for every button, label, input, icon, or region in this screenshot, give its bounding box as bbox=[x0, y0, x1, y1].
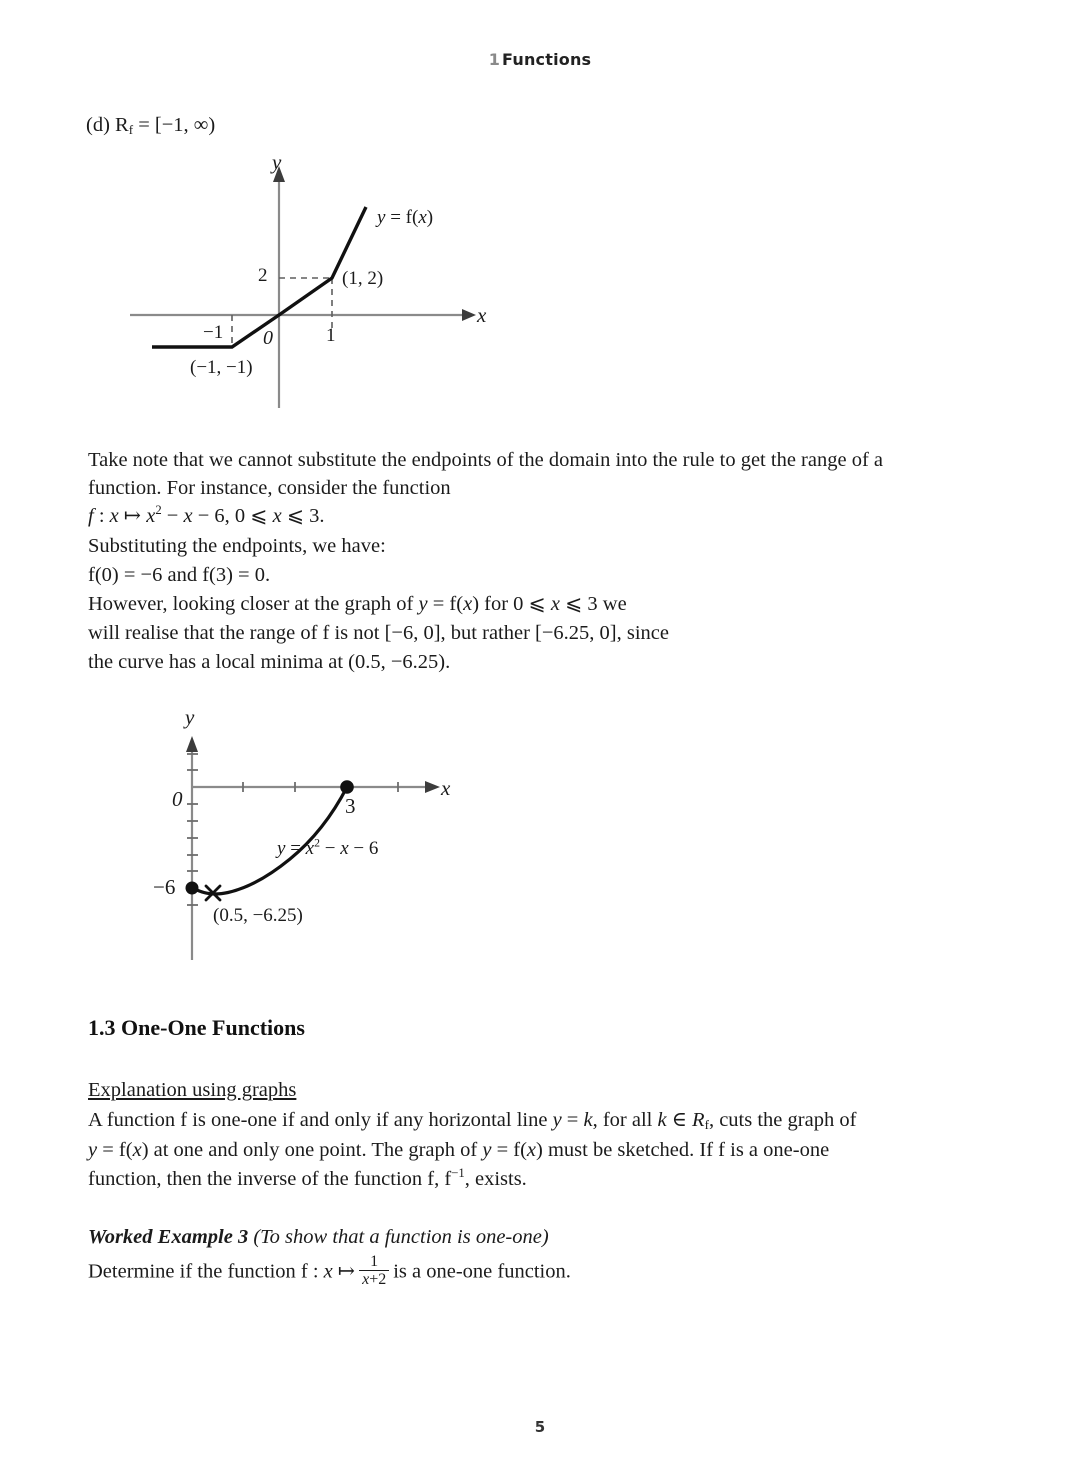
figure2-curve-label: $y = x^2 - x - 6$ bbox=[277, 836, 379, 859]
figure2-origin-label: 0 bbox=[172, 787, 183, 811]
running-head-chapter-number: 1 bbox=[488, 50, 501, 69]
range-symbol: R bbox=[115, 114, 129, 136]
explanation-line1: A function f is one-one if and only if any horizontal line y = k, for all k ∈ $R_f$, cuts the graph of bbox=[88, 1109, 857, 1132]
worked-example-heading bbox=[88, 1222, 549, 1252]
running-head-chapter-title: Functions bbox=[502, 50, 592, 69]
figure1-xtick-neg1-label: −1 bbox=[203, 322, 224, 343]
fraction-numerator: 1 bbox=[370, 1253, 379, 1270]
figure2-minimum-label: (0.5, −6.25) bbox=[213, 905, 303, 926]
figure2-xtick-3-label: 3 bbox=[345, 794, 356, 818]
figure2-ytick-neg6-label: −6 bbox=[153, 875, 176, 899]
section-heading: 1.3 One-One Functions bbox=[88, 1015, 305, 1040]
para2-line2: f(0) = −6 and f(3) = 0. bbox=[88, 564, 271, 586]
para1-line1: Take note that we cannot substitute the endpoints of the domain into the rule to get the range of a bbox=[88, 449, 883, 471]
worked-example-title: Worked Example 3 bbox=[88, 1226, 249, 1248]
range-value: = [−1, ∞) bbox=[138, 114, 216, 136]
question-prefix: Determine if the function f : x ↦ bbox=[88, 1260, 356, 1283]
question-suffix: is a one-one function. bbox=[393, 1260, 571, 1283]
figure1-curve-label: y = f(x) bbox=[377, 207, 434, 228]
fraction-one-over-x-plus-two bbox=[359, 1254, 389, 1288]
figure2-y-arrow-icon bbox=[186, 736, 198, 752]
worked-example-subtitle: (To show that a function is one-one) bbox=[253, 1226, 549, 1248]
fraction-denominator: x+2 bbox=[362, 1271, 387, 1288]
figure1-ytick-2-label: 2 bbox=[258, 265, 268, 286]
para3-line2: will realise that the range of f is not [−6, 0], but rather [−6.25, 0], since bbox=[88, 622, 670, 644]
explanation-line2: y = f(x) at one and only one point. The graph of y = f(x) must be sketched. If f is a one-one bbox=[88, 1139, 830, 1161]
para3-line3: the curve has a local minima at (0.5, −6.25). bbox=[88, 651, 451, 673]
figure2-x-arrow-icon bbox=[425, 781, 440, 793]
figure2-y-axis-label: y bbox=[185, 705, 195, 729]
figure1-x-axis-label: x bbox=[477, 303, 487, 327]
figure2-endpoint-dot-right bbox=[340, 780, 354, 794]
page-number: 5 bbox=[534, 1418, 546, 1436]
figure2-endpoint-dot-left bbox=[186, 882, 199, 895]
figure2-x-axis-label: x bbox=[441, 776, 451, 800]
para3-line1: However, looking closer at the graph of y = f(x) for 0 ⩽ x ⩽ 3 we bbox=[88, 593, 627, 615]
explanation-line3: function, then the inverse of the function f, $f^{-1}$, exists. bbox=[88, 1166, 527, 1190]
para1-line2: function. For instance, consider the function bbox=[88, 477, 451, 499]
range-subscript: f bbox=[128, 121, 134, 137]
figure1-y-axis-label: y bbox=[272, 150, 282, 174]
para2-line1: Substituting the endpoints, we have: bbox=[88, 535, 386, 557]
subsection-heading: Explanation using graphs bbox=[88, 1079, 297, 1101]
figure1-xtick-1-label: 1 bbox=[326, 325, 336, 346]
figure1-point-1-2-label: (1, 2) bbox=[342, 268, 384, 289]
figure1-origin-label: 0 bbox=[263, 327, 273, 349]
answer-label: (d) bbox=[86, 114, 110, 136]
figure1-point-neg1-neg1-label: (−1, −1) bbox=[190, 357, 253, 378]
worked-example-question bbox=[88, 1253, 571, 1290]
function-rule-line: f : x ↦ $x^2 - x - 6$, 0 ⩽ x ⩽ 3. bbox=[88, 503, 325, 527]
